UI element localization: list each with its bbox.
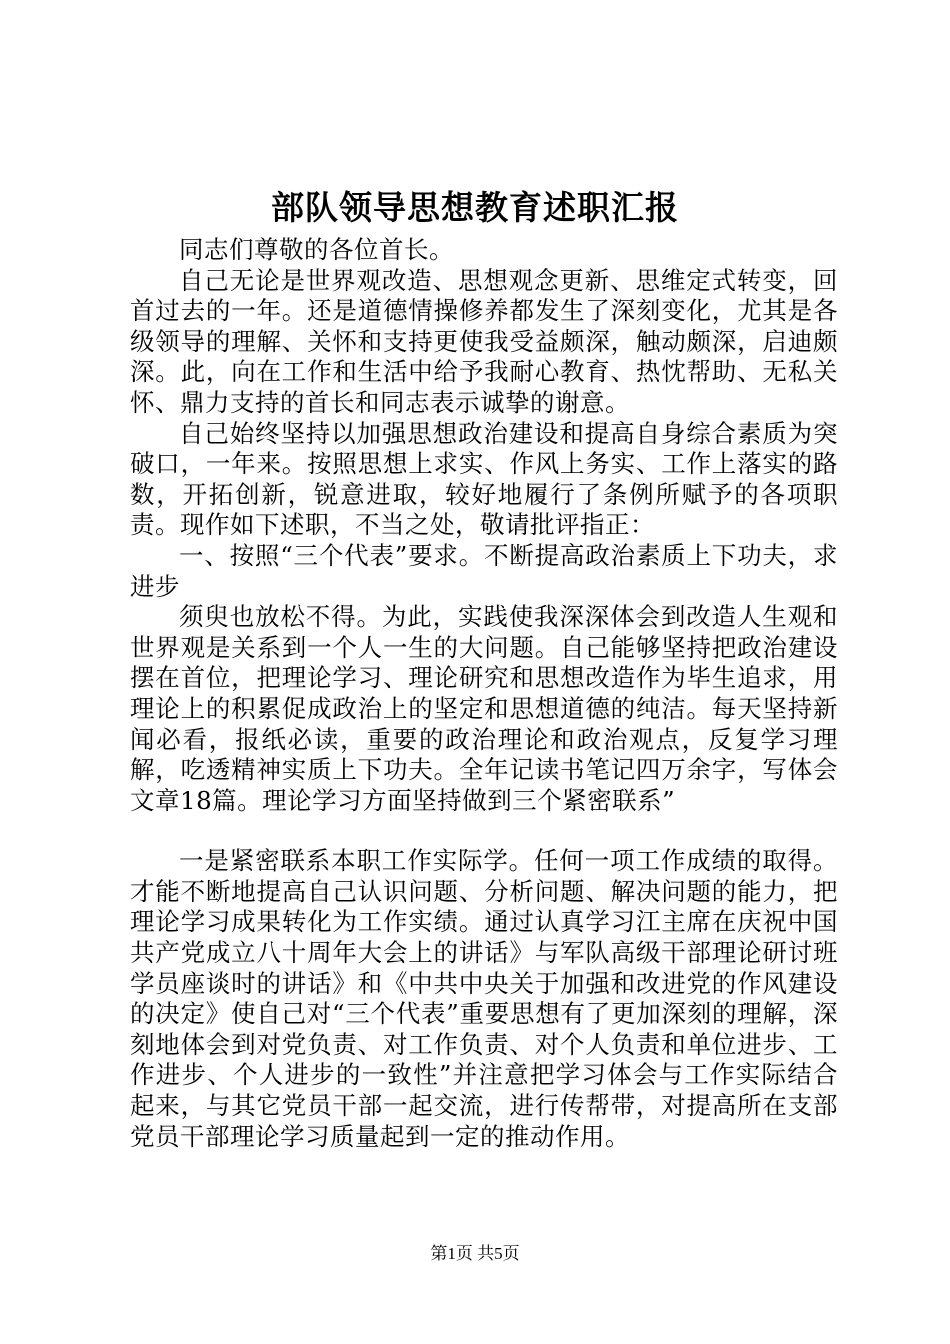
paragraph-intro: 自己无论是世界观改造、思想观念更新、思维定式转变，回首过去的一年。还是道德情操修养都发生了深刻变化，尤其是各级领导的理解、关怀和支持更使我受益颇深，触动颇深，启迪颇深。此，向在工作和生活中给予我耐心教育、热忱帮助、无私关怀、鼎力支持的首长和同志表示诚挚的谢意。 <box>130 265 838 417</box>
paragraph-theory-study: 须臾也放松不得。为此，实践使我深深体会到改造人生观和世界观是关系到一个人一生的大问题。自己能够坚持把政治建设摆在首位，把理论学习、理论研究和思想改造作为毕生追求，用理论上的积累促成政治上的坚定和思想道德的纯洁。每天坚持新闻必看，报纸必读，重要的政治理论和政治观点，反复学习理解，吃透精神实质上下功夫。全年记读书笔记四万余字，写体会文章18篇。理论学习方面坚持做到三个紧密联系” <box>130 602 838 815</box>
paragraph-overview: 自己始终坚持以加强思想政治建设和提高自身综合素质为突破口，一年来。按照思想上求实、作风上务实、工作上落实的路数，开拓创新，锐意进取，较好地履行了条例所赋予的各项职责。现作如下述职，不当之处，敬请批评指正： <box>130 418 838 540</box>
document-title: 部队领导思想教育述职汇报 <box>271 188 679 227</box>
paragraph-gap <box>130 816 838 846</box>
page-number-footer: 第1页 共5页 <box>430 1244 520 1263</box>
section-heading-one: 一、按照“三个代表”要求。不断提高政治素质上下功夫，求进步 <box>130 540 838 601</box>
document-body <box>130 235 838 1152</box>
paragraph-salutation: 同志们尊敬的各位首长。 <box>179 235 454 264</box>
paragraph-point-one: 一是紧密联系本职工作实际学。任何一项工作成绩的取得。才能不断地提高自己认识问题、分析问题、解决问题的能力，把理论学习成果转化为工作实绩。通过认真学习江主席在庆祝中国共产党成立八十周年大会上的讲话》与军队高级干部理论研讨班学员座谈时的讲话》和《中共中央关于加强和改进党的作风建设的决定》使自己对“三个代表”重要思想有了更加深刻的理解，深刻地体会到对党负责、对工作负责、对个人负责和单位进步、工作进步、个人进步的一致性”并注意把学习体会与工作实际结合起来，与其它党员干部一起交流，进行传帮带，对提高所在支部党员干部理论学习质量起到一定的推动作用。 <box>130 846 838 1151</box>
